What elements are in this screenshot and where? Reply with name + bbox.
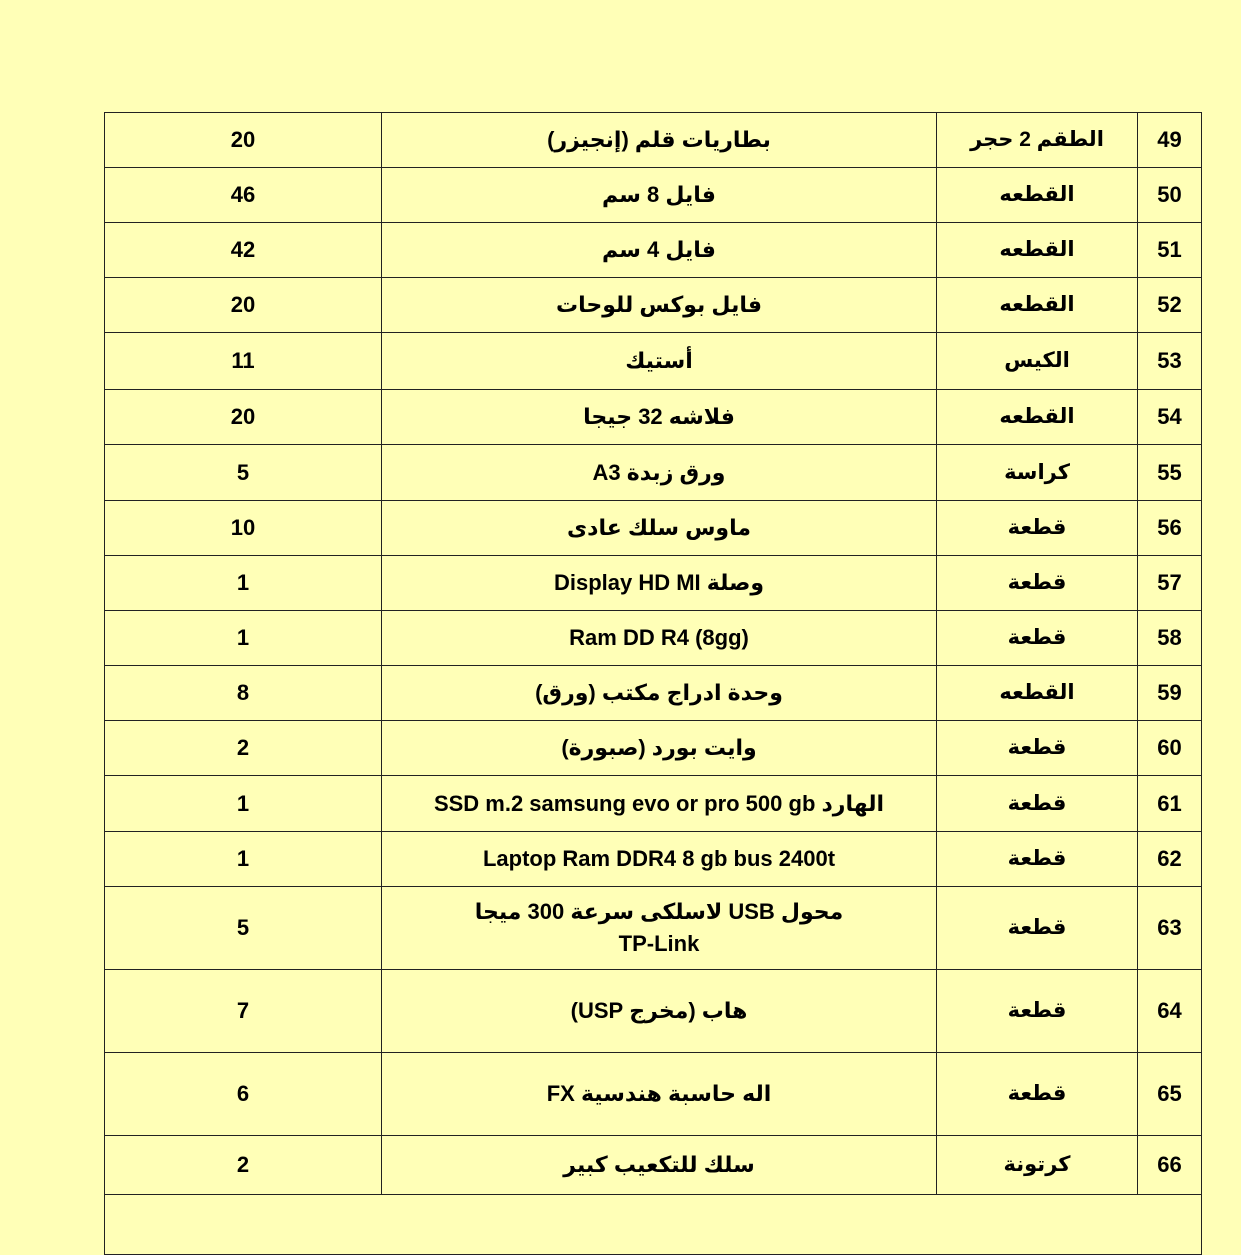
table-row	[105, 168, 1202, 223]
table-row	[105, 776, 1202, 832]
unit-cell: القطعه	[937, 390, 1138, 445]
row-number-cell: 54	[1138, 390, 1202, 445]
unit-cell: قطعة	[937, 556, 1138, 611]
unit-cell: الطقم 2 حجر	[937, 113, 1138, 168]
unit-cell: القطعه	[937, 278, 1138, 333]
table-row	[105, 556, 1202, 611]
table-row	[105, 970, 1202, 1053]
quantity-cell: 1	[105, 556, 382, 611]
quantity-cell: 1	[105, 832, 382, 887]
item-description-line: فايل بوكس للوحات	[556, 292, 762, 317]
item-description-cell	[382, 333, 937, 390]
item-description-cell	[382, 223, 937, 278]
unit-cell: الكيس	[937, 333, 1138, 390]
table-row	[105, 501, 1202, 556]
quantity-cell: 11	[105, 333, 382, 390]
table-row	[105, 278, 1202, 333]
quantity-cell: 1	[105, 776, 382, 832]
empty-cell	[105, 1195, 1202, 1255]
unit-cell: قطعة	[937, 776, 1138, 832]
unit-cell: قطعة	[937, 501, 1138, 556]
item-description-line: بطاريات قلم (إنجيزر)	[547, 127, 771, 152]
item-description-line: الهارد SSD m.2 samsung evo or pro 500 gb	[433, 790, 885, 816]
row-number-cell: 51	[1138, 223, 1202, 278]
quantity-cell: 20	[105, 390, 382, 445]
quantity-cell: 1	[105, 611, 382, 666]
quantity-cell: 42	[105, 223, 382, 278]
item-description-cell	[382, 1136, 937, 1195]
row-number-cell: 50	[1138, 168, 1202, 223]
quantity-cell: 2	[105, 721, 382, 776]
items-table-body	[105, 113, 1202, 1255]
row-number-cell: 52	[1138, 278, 1202, 333]
item-description-cell	[382, 1053, 937, 1136]
table-row	[105, 113, 1202, 168]
table-row	[105, 390, 1202, 445]
item-description-cell	[382, 832, 937, 887]
quantity-cell: 5	[105, 887, 382, 970]
table-row	[105, 445, 1202, 501]
item-description-cell	[382, 776, 937, 832]
quantity-cell: 20	[105, 113, 382, 168]
item-description-cell	[382, 666, 937, 721]
item-description-line: ماوس سلك عادى	[567, 515, 751, 540]
empty-row	[105, 1195, 1202, 1255]
item-description-line: هاب (مخرج USP)	[570, 998, 748, 1023]
row-number-cell: 63	[1138, 887, 1202, 970]
quantity-cell: 8	[105, 666, 382, 721]
row-number-cell: 49	[1138, 113, 1202, 168]
unit-cell: القطعه	[937, 666, 1138, 721]
item-description-line: Laptop Ram DDR4 8 gb bus 2400t	[482, 846, 836, 871]
item-description-line: محول USB لاسلكى سرعة 300 ميجا	[474, 899, 844, 924]
table-row	[105, 333, 1202, 390]
unit-cell: القطعه	[937, 223, 1138, 278]
item-description-cell	[382, 887, 937, 970]
item-description-line: اله حاسبة هندسية FX	[546, 1081, 772, 1106]
table-row	[105, 832, 1202, 887]
unit-cell: قطعة	[937, 887, 1138, 970]
unit-cell: القطعه	[937, 168, 1138, 223]
row-number-cell: 64	[1138, 970, 1202, 1053]
unit-cell: قطعة	[937, 970, 1138, 1053]
item-description-cell	[382, 445, 937, 501]
row-number-cell: 65	[1138, 1053, 1202, 1136]
unit-cell: قطعة	[937, 1053, 1138, 1136]
row-number-cell: 66	[1138, 1136, 1202, 1195]
row-number-cell: 62	[1138, 832, 1202, 887]
item-description-line: Ram DD R4 (8gg)	[569, 625, 749, 650]
quantity-cell: 10	[105, 501, 382, 556]
quantity-cell: 6	[105, 1053, 382, 1136]
table-row	[105, 611, 1202, 666]
table-row	[105, 721, 1202, 776]
item-description-cell	[382, 611, 937, 666]
table-row	[105, 1053, 1202, 1136]
unit-cell: قطعة	[937, 611, 1138, 666]
table-row	[105, 666, 1202, 721]
item-description-line: ورق زبدة A3	[592, 459, 726, 485]
quantity-cell: 2	[105, 1136, 382, 1195]
row-number-cell: 58	[1138, 611, 1202, 666]
item-description-line: فايل 4 سم	[602, 237, 716, 262]
item-description-line: فلاشه 32 جيجا	[583, 404, 735, 429]
item-description-line: وحدة ادراج مكتب (ورق)	[535, 680, 783, 705]
item-description-line: أستيك	[625, 348, 693, 373]
item-description-line: سلك للتكعيب كبير	[563, 1152, 755, 1177]
row-number-cell: 53	[1138, 333, 1202, 390]
unit-cell: كرتونة	[937, 1136, 1138, 1195]
item-description-cell	[382, 168, 937, 223]
quantity-cell: 7	[105, 970, 382, 1053]
item-description-line: فايل 8 سم	[602, 182, 716, 207]
unit-cell: كراسة	[937, 445, 1138, 501]
row-number-cell: 57	[1138, 556, 1202, 611]
item-description-cell	[382, 113, 937, 168]
unit-cell: قطعة	[937, 832, 1138, 887]
item-description-cell	[382, 278, 937, 333]
item-description-line: TP-Link	[618, 931, 700, 956]
unit-cell: قطعة	[937, 721, 1138, 776]
quantity-cell: 20	[105, 278, 382, 333]
table-row	[105, 1136, 1202, 1195]
quantity-cell: 5	[105, 445, 382, 501]
row-number-cell: 61	[1138, 776, 1202, 832]
item-description-cell	[382, 556, 937, 611]
row-number-cell: 60	[1138, 721, 1202, 776]
item-description-line: وايت بورد (صبورة)	[561, 735, 757, 760]
item-description-line: وصلة Display HD MI	[553, 570, 765, 595]
row-number-cell: 59	[1138, 666, 1202, 721]
table-row	[105, 223, 1202, 278]
item-description-cell	[382, 970, 937, 1053]
item-description-cell	[382, 721, 937, 776]
quantity-cell: 46	[105, 168, 382, 223]
row-number-cell: 55	[1138, 445, 1202, 501]
table-row	[105, 887, 1202, 970]
item-description-cell	[382, 501, 937, 556]
item-description-cell	[382, 390, 937, 445]
row-number-cell: 56	[1138, 501, 1202, 556]
items-table	[104, 112, 1202, 1255]
